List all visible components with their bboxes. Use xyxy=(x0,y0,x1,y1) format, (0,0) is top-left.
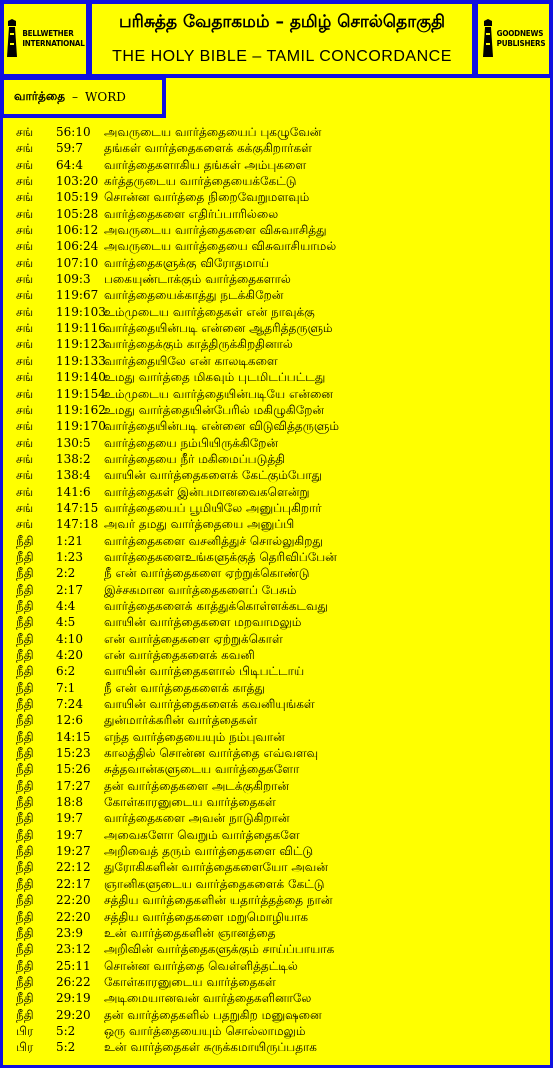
concordance-entry xyxy=(0,958,553,974)
entry-reference: 19:7 xyxy=(56,811,83,826)
entry-book: நீதி xyxy=(16,958,34,973)
entry-book: சங் xyxy=(16,272,34,287)
concordance-entry xyxy=(0,255,553,271)
entry-reference: 12:6 xyxy=(56,713,83,728)
entry-text: வார்த்தையை நீர் மகிமைப்படுத்தி xyxy=(104,451,285,466)
entry-reference: 1:21 xyxy=(56,533,83,548)
entry-book: நீதி xyxy=(16,697,34,712)
entry-text: சொன்ன வார்த்தை நிறைவேறுமளவும் xyxy=(104,190,310,205)
left-logo-line-1: BELLWETHER xyxy=(22,29,74,38)
entry-reference: 22:17 xyxy=(56,876,91,891)
entry-reference: 18:8 xyxy=(56,795,83,810)
entry-reference: 138:4 xyxy=(56,468,91,483)
entry-book: நீதி xyxy=(16,566,34,581)
entry-text: வாயின் வார்த்தைகளைக் கேட்கும்போது xyxy=(104,468,323,483)
entry-reference: 130:5 xyxy=(56,435,91,450)
entry-reference: 119:170 xyxy=(56,419,106,434)
entry-book: நீதி xyxy=(16,942,34,957)
concordance-entry xyxy=(0,435,553,451)
entry-book: சங் xyxy=(16,353,34,368)
concordance-list xyxy=(0,124,553,1056)
concordance-entry xyxy=(0,451,553,467)
entry-text: ஞானிகளுடைய வார்த்தைகளைக் கேட்டு xyxy=(104,876,325,891)
concordance-entry xyxy=(0,761,553,777)
entry-text: வார்த்தையின்படி என்னை விடுவித்தருளும் xyxy=(104,419,339,434)
entry-book: சங் xyxy=(16,337,34,352)
concordance-entry xyxy=(0,631,553,647)
concordance-entry xyxy=(0,353,553,369)
entry-book: சங் xyxy=(16,484,34,499)
entry-book: நீதி xyxy=(16,729,34,744)
entry-reference: 14:15 xyxy=(56,729,91,744)
concordance-entry xyxy=(0,1039,553,1055)
entry-book: நீதி xyxy=(16,533,34,548)
entry-book: நீதி xyxy=(16,664,34,679)
concordance-entry xyxy=(0,173,553,189)
entry-reference: 2:2 xyxy=(56,566,76,581)
entry-book: நீதி xyxy=(16,582,34,597)
entry-reference: 2:17 xyxy=(56,582,83,597)
entry-text: துரோகிகளின் வார்த்தைகளையோ அவன் xyxy=(104,860,328,875)
entry-book: நீதி xyxy=(16,680,34,695)
word-heading-tamil: வார்த்தை xyxy=(14,89,66,103)
entry-book: சங் xyxy=(16,370,34,385)
entry-reference: 19:7 xyxy=(56,827,83,842)
entry-book: சங் xyxy=(16,500,34,515)
entry-text: வார்த்தைகள் இன்பமானவைகளென்று xyxy=(104,484,310,499)
word-heading-english: WORD xyxy=(85,90,126,104)
concordance-entry xyxy=(0,843,553,859)
concordance-entry xyxy=(0,1007,553,1023)
entry-book: சங் xyxy=(16,304,34,319)
right-logo-line-2: PUBLISHERS xyxy=(496,39,546,48)
entry-text: வார்த்தைகளை வசனித்துச் சொல்லுகிறது xyxy=(104,533,323,548)
concordance-entry xyxy=(0,124,553,140)
entry-book: நீதி xyxy=(16,795,34,810)
entry-reference: 7:1 xyxy=(56,680,76,695)
entry-text: உமது வார்த்தையின்பேரில் மகிழுகிறேன் xyxy=(104,402,325,417)
entry-text: வார்த்தைகளை எதிர்ப்பாரில்லை xyxy=(104,206,279,221)
entry-reference: 6:2 xyxy=(56,664,76,679)
concordance-entry xyxy=(0,336,553,352)
entry-text: வாயின் வார்த்தைகளை மறவாமலும் xyxy=(104,615,302,630)
entry-reference: 4:5 xyxy=(56,615,76,630)
entry-text: வார்த்தைகளுக்கு விரோதமாய் xyxy=(104,255,269,270)
concordance-entry xyxy=(0,516,553,532)
concordance-entry xyxy=(0,876,553,892)
concordance-entry xyxy=(0,614,553,630)
entry-book: நீதி xyxy=(16,991,34,1006)
entry-text: உன் வார்த்தைகளின் ஞானத்தை xyxy=(104,925,276,940)
entry-text: ஒரு வார்த்தையையும் சொல்லாமலும் xyxy=(104,1023,306,1038)
concordance-entry xyxy=(0,598,553,614)
entry-reference: 29:19 xyxy=(56,991,91,1006)
entry-reference: 15:26 xyxy=(56,762,91,777)
concordance-entry xyxy=(0,484,553,500)
entry-text: வாயின் வார்த்தைகளைக் கவனியுங்கள் xyxy=(104,697,315,712)
entry-book: சங் xyxy=(16,223,34,238)
concordance-entry xyxy=(0,925,553,941)
entry-text: துன்மார்க்கரின் வார்த்தைகள் xyxy=(104,713,258,728)
entry-book: நீதி xyxy=(16,631,34,646)
entry-book: சங் xyxy=(16,239,34,254)
entry-reference: 106:24 xyxy=(56,239,99,254)
entry-text: அவருடைய வார்த்தையை விசுவாசியாமல் xyxy=(104,239,337,254)
concordance-entry xyxy=(0,859,553,875)
entry-book: நீதி xyxy=(16,974,34,989)
concordance-entry xyxy=(0,320,553,336)
entry-book: நீதி xyxy=(16,598,34,613)
concordance-entry xyxy=(0,941,553,957)
entry-text: வாயின் வார்த்தைகளால் பிடிபட்டாய் xyxy=(104,664,305,679)
entry-reference: 22:20 xyxy=(56,909,91,924)
concordance-entry xyxy=(0,990,553,1006)
word-heading xyxy=(0,76,166,118)
entry-book: நீதி xyxy=(16,778,34,793)
entry-book: சங் xyxy=(16,402,34,417)
concordance-entry xyxy=(0,663,553,679)
entry-reference: 5:2 xyxy=(56,1040,76,1055)
entry-text: தன் வார்த்தைகளை அடக்குகிறான் xyxy=(104,778,290,793)
entry-text: வார்த்தைகளைஉங்களுக்குத் தெரிவிப்பேன் xyxy=(104,549,337,564)
entry-book: நீதி xyxy=(16,762,34,777)
entry-reference: 19:27 xyxy=(56,844,91,859)
entry-reference: 64:4 xyxy=(56,157,83,172)
concordance-entry xyxy=(0,238,553,254)
concordance-entry xyxy=(0,565,553,581)
concordance-entry xyxy=(0,533,553,549)
entry-reference: 119:67 xyxy=(56,288,99,303)
entry-text: உம்முடைய வார்த்தையின்படியே என்னை xyxy=(104,386,333,401)
concordance-entry xyxy=(0,892,553,908)
entry-reference: 22:12 xyxy=(56,860,91,875)
entry-book: நீதி xyxy=(16,746,34,761)
entry-reference: 7:24 xyxy=(56,697,83,712)
entry-text: எந்த வார்த்தையையும் நம்புவான் xyxy=(104,729,285,744)
entry-text: தங்கள் வார்த்தைகளைக் கக்குகிறார்கள் xyxy=(104,141,312,156)
entry-reference: 59:7 xyxy=(56,141,83,156)
word-heading-separator: – xyxy=(72,90,79,104)
entry-text: சத்திய வார்த்தைகளின் யதார்த்தத்தை நான் xyxy=(104,893,333,908)
entry-book: நீதி xyxy=(16,615,34,630)
concordance-entry xyxy=(0,810,553,826)
concordance-entry xyxy=(0,729,553,745)
concordance-entry xyxy=(0,140,553,156)
entry-text: அறிவின் வார்த்தைகளுக்கும் சாய்ப்பாயாக xyxy=(104,942,335,957)
entry-text: நீ என் வார்த்தைகளை ஏற்றுக்கொண்டு xyxy=(104,566,310,581)
entry-text: வார்த்தைகளைக் காத்துக்கொள்ளக்கடவது xyxy=(104,598,328,613)
concordance-entry xyxy=(0,696,553,712)
entry-reference: 109:3 xyxy=(56,272,91,287)
entry-reference: 119:133 xyxy=(56,353,106,368)
concordance-entry xyxy=(0,222,553,238)
entry-text: கோள்காரனுடைய வார்த்தைகள் xyxy=(104,795,276,810)
entry-text: வார்த்தையைப் பூமியிலே அனுப்புகிறார் xyxy=(104,500,322,515)
entry-reference: 23:12 xyxy=(56,942,91,957)
concordance-entry xyxy=(0,500,553,516)
concordance-entry xyxy=(0,271,553,287)
entry-book: சங் xyxy=(16,435,34,450)
entry-reference: 119:103 xyxy=(56,304,106,319)
entry-reference: 56:10 xyxy=(56,125,91,139)
concordance-entry xyxy=(0,467,553,483)
concordance-entry xyxy=(0,1023,553,1039)
entry-text: வார்த்தைக்கும் காத்திருக்கிறதினால் xyxy=(104,337,293,352)
entry-text: உம்முடைய வார்த்தைகள் என் நாவுக்கு xyxy=(104,304,315,319)
entry-reference: 17:27 xyxy=(56,778,91,793)
entry-text: என் வார்த்தைகளைக் கவனி xyxy=(104,648,255,662)
title-english: THE HOLY BIBLE – TAMIL CONCORDANCE xyxy=(112,48,452,65)
entry-reference: 29:20 xyxy=(56,1007,91,1022)
entry-text: கோள்காரனுடைய வார்த்தைகள் xyxy=(104,974,276,989)
entry-text: வார்த்தையிலே என் காலடிகளை xyxy=(104,353,278,368)
entry-book: நீதி xyxy=(16,827,34,842)
concordance-entry xyxy=(0,304,553,320)
entry-reference: 5:2 xyxy=(56,1023,76,1038)
concordance-entry xyxy=(0,549,553,565)
entry-book: சங் xyxy=(16,288,34,303)
concordance-entry xyxy=(0,680,553,696)
entry-reference: 103:20 xyxy=(56,174,99,189)
entry-book: சங் xyxy=(16,468,34,483)
concordance-entry xyxy=(0,647,553,663)
entry-reference: 105:19 xyxy=(56,190,99,205)
entry-book: நீதி xyxy=(16,893,34,908)
title-box xyxy=(88,0,476,78)
entry-text: என் வார்த்தைகளை ஏற்றுக்கொள் xyxy=(104,631,283,646)
entry-text: அவருடைய வார்த்தைகளை விசுவாசித்து xyxy=(104,223,327,238)
bellwether-logo xyxy=(0,0,90,78)
entry-text: நீ என் வார்த்தைகளைக் காத்து xyxy=(104,680,265,695)
entry-book: நீதி xyxy=(16,860,34,875)
concordance-entry xyxy=(0,386,553,402)
entry-text: வார்த்தையின்படி என்னை ஆதரித்தருளும் xyxy=(104,321,333,336)
lighthouse-icon xyxy=(482,19,494,59)
entry-text: வார்த்தைகளை அவன் நாடுகிறான் xyxy=(104,811,290,826)
entry-reference: 4:4 xyxy=(56,598,76,613)
entry-book: பிர xyxy=(16,1023,34,1038)
lighthouse-icon xyxy=(5,19,19,59)
entry-book: சங் xyxy=(16,255,34,270)
entry-reference: 147:15 xyxy=(56,500,99,515)
concordance-entry xyxy=(0,287,553,303)
concordance-entry xyxy=(0,418,553,434)
concordance-entry xyxy=(0,189,553,205)
entry-reference: 105:28 xyxy=(56,206,99,221)
entry-text: அவருடைய வார்த்தையைப் புகழுவேன் xyxy=(104,125,322,139)
entry-reference: 4:20 xyxy=(56,648,83,662)
entry-reference: 4:10 xyxy=(56,631,83,646)
concordance-entry xyxy=(0,974,553,990)
entry-text: அடிமையானவன் வார்த்தைகளினாலே xyxy=(104,991,312,1006)
entry-book: சங் xyxy=(16,190,34,205)
entry-reference: 15:23 xyxy=(56,746,91,761)
entry-text: சத்திய வார்த்தைகளை மறுமொழியாக xyxy=(104,909,309,924)
entry-reference: 119:140 xyxy=(56,370,106,385)
entry-book: சங் xyxy=(16,386,34,401)
entry-book: சங் xyxy=(16,451,34,466)
entry-book: நீதி xyxy=(16,811,34,826)
goodnews-logo xyxy=(474,0,553,78)
entry-reference: 25:11 xyxy=(56,958,91,973)
concordance-entry xyxy=(0,827,553,843)
entry-reference: 1:23 xyxy=(56,549,83,564)
entry-book: நீதி xyxy=(16,648,34,662)
entry-reference: 106:12 xyxy=(56,223,99,238)
entry-text: அவர் தமது வார்த்தையை அனுப்பி xyxy=(104,517,295,532)
entry-book: சங் xyxy=(16,174,34,189)
entry-text: அறிவைத் தரும் வார்த்தைகளை விட்டு xyxy=(104,844,314,859)
entry-text: சுத்தவான்களுடைய வார்த்தைகளோ xyxy=(104,762,300,777)
concordance-entry xyxy=(0,909,553,925)
entry-text: உன் வார்த்தைகள் சுருக்கமாயிருப்பதாக xyxy=(104,1040,317,1055)
entry-book: சங் xyxy=(16,321,34,336)
entry-reference: 119:162 xyxy=(56,402,106,417)
right-logo-line-1: GOODNEWS xyxy=(496,29,544,38)
left-logo-line-2: INTERNATIONAL xyxy=(22,39,85,48)
entry-reference: 119:154 xyxy=(56,386,106,401)
entry-book: சங் xyxy=(16,157,34,172)
entry-text: உமது வார்த்தை மிகவும் புடமிடப்பட்டது xyxy=(104,370,326,385)
entry-book: நீதி xyxy=(16,713,34,728)
entry-reference: 26:22 xyxy=(56,974,91,989)
entry-book: நீதி xyxy=(16,1007,34,1022)
entry-reference: 147:18 xyxy=(56,517,99,532)
entry-reference: 141:6 xyxy=(56,484,91,499)
concordance-entry xyxy=(0,794,553,810)
concordance-entry xyxy=(0,402,553,418)
entry-book: சங் xyxy=(16,517,34,532)
entry-book: நீதி xyxy=(16,925,34,940)
entry-text: அவைகளோ வெறும் வார்த்தைகளே xyxy=(104,827,300,842)
entry-reference: 119:123 xyxy=(56,337,106,352)
entry-book: சங் xyxy=(16,419,34,434)
entry-reference: 138:2 xyxy=(56,451,91,466)
entry-book: பிர xyxy=(16,1040,34,1055)
entry-text: சொன்ன வார்த்தை வெள்ளித்தட்டில் xyxy=(104,958,298,973)
entry-book: நீதி xyxy=(16,549,34,564)
entry-book: சங் xyxy=(16,125,34,139)
concordance-entry xyxy=(0,582,553,598)
entry-text: வார்த்தையை நம்பியிருக்கிறேன் xyxy=(104,435,279,450)
entry-reference: 119:116 xyxy=(56,321,106,336)
entry-reference: 22:20 xyxy=(56,893,91,908)
concordance-entry xyxy=(0,778,553,794)
entry-text: காலத்தில் சொன்ன வார்த்தை எவ்வளவு xyxy=(104,746,319,761)
concordance-entry xyxy=(0,712,553,728)
entry-book: சங் xyxy=(16,141,34,156)
concordance-entry xyxy=(0,745,553,761)
entry-book: சங் xyxy=(16,206,34,221)
entry-reference: 23:9 xyxy=(56,925,83,940)
title-tamil: பரிசுத்த வேதாகமம் – தமிழ் சொல்தொகுதி xyxy=(118,12,446,32)
entry-text: இச்சகமான வார்த்தைகளைப் பேசும் xyxy=(104,582,297,597)
entry-book: நீதி xyxy=(16,844,34,859)
concordance-entry xyxy=(0,206,553,222)
entry-book: நீதி xyxy=(16,876,34,891)
entry-text: வார்த்தையைக்காத்து நடக்கிறேன் xyxy=(104,288,284,303)
entry-text: வார்த்தைகளாகிய தங்கள் அம்புகளை xyxy=(104,157,307,172)
entry-text: பகையுண்டாக்கும் வார்த்தைகளால் xyxy=(104,272,291,287)
entry-reference: 107:10 xyxy=(56,255,99,270)
entry-text: கர்த்தருடைய வார்த்தையைக்கேட்டு xyxy=(104,174,297,189)
concordance-entry xyxy=(0,157,553,173)
entry-book: நீதி xyxy=(16,909,34,924)
entry-text: தன் வார்த்தைகளில் பதறுகிற மனுஷனை xyxy=(104,1007,322,1022)
concordance-entry xyxy=(0,369,553,385)
